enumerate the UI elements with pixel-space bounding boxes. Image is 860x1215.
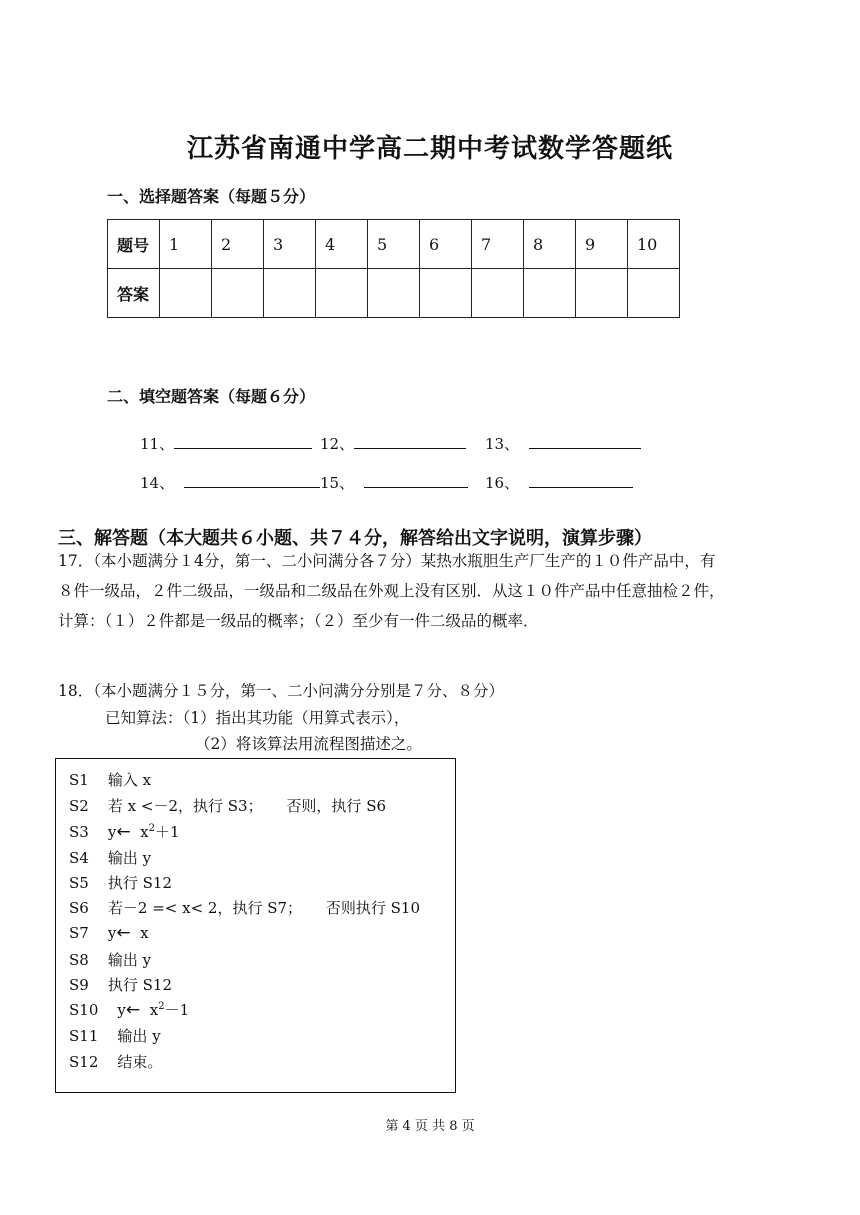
question-17 [58,546,798,636]
fill-item-14 [140,472,320,493]
question-18-line-2: （2）将该算法用流程图描述之。 [195,735,422,753]
algo-step-s5: S5 执行 S12 [69,874,173,892]
answer-cell[interactable] [212,269,264,318]
fill-item-15 [320,472,468,493]
question-18-line-1: 已知算法：（1）指出其功能（用算式表示）， [105,709,410,727]
algo-step-s6: S6 若－2 =< x< 2，执行 S7； 否则执行 S10 [69,899,421,917]
assign-arrow-icon: ← [116,822,131,842]
answer-cell[interactable] [524,269,576,318]
question-number: 10 [628,220,680,269]
question-17-line: ８件一级品，２件二级品，一级品和二级品在外观上没有区别．从这１０件产品中任意抽检２件， [58,582,725,600]
fill-blank[interactable] [354,434,466,449]
question-17-line: 计算：（１）２件都是一级品的概率；（２）至少有一件二级品的概率． [58,612,539,630]
answer-cell[interactable] [160,269,212,318]
page-footer: 第 4 页 共 8 页 [385,1119,475,1134]
answer-cell[interactable] [576,269,628,318]
algo-step-s2: S2 若 x <－2，执行 S3； 否则，执行 S6 [69,797,387,815]
question-number: 5 [368,220,420,269]
fill-number: 16、 [485,474,520,492]
fill-item-11 [140,433,312,454]
algo-s10-expr: x [149,1001,159,1019]
algo-s7-expr: x [140,924,149,942]
algo-step-s4: S4 输出 y [69,849,152,867]
answer-cell[interactable] [316,269,368,318]
question-number: 9 [576,220,628,269]
question-number: 4 [316,220,368,269]
page-title: 江苏省南通中学高二期中考试数学答题纸 [186,134,673,164]
algo-s3-label: S3 y [69,823,117,841]
question-18-header: 18．（本小题满分１５分，第一、二小问满分分别是７分、８分） [58,682,504,700]
fill-item-13 [485,433,641,454]
question-number: 2 [212,220,264,269]
algo-s7-label: S7 y [69,924,117,942]
fill-blank[interactable] [529,434,641,449]
question-number: 6 [420,220,472,269]
algo-s3-exponent: 2 [148,823,156,834]
fill-number: 11、 [140,435,175,453]
fill-item-12 [320,433,466,454]
algo-step-s1: S1 输入 x [69,771,152,789]
fill-number: 15、 [320,474,355,492]
fill-blank[interactable] [174,434,312,449]
fill-blank[interactable] [184,473,320,488]
algo-s10-label: S10 y [69,1001,126,1019]
fill-number: 13、 [485,435,520,453]
answer-cell[interactable] [368,269,420,318]
answer-cell[interactable] [264,269,316,318]
fill-item-16 [485,472,633,493]
answer-cell[interactable] [628,269,680,318]
algo-s3-tail: ＋1 [155,823,180,841]
question-number: 1 [160,220,212,269]
fill-blank[interactable] [529,473,633,488]
algo-step-s7 [69,923,149,943]
question-number: 3 [264,220,316,269]
table-row-numbers [108,220,680,269]
algo-step-s11: S11 输出 y [69,1027,161,1045]
choice-answer-table [107,219,680,318]
question-number: 8 [524,220,576,269]
answer-cell[interactable] [420,269,472,318]
row-label-answer: 答案 [108,269,160,318]
fill-number: 12、 [320,435,355,453]
algo-step-s9: S9 执行 S12 [69,976,173,994]
section1-heading: 一、选择题答案（每题５分） [107,187,316,206]
algo-step-s10 [69,999,189,1020]
answer-cell[interactable] [472,269,524,318]
section2-heading: 二、填空题答案（每题６分） [107,387,316,406]
table-row-answers [108,269,680,318]
algo-step-s8: S8 输出 y [69,951,152,969]
algo-s10-tail: －1 [164,1001,190,1019]
algo-s10-exponent: 2 [158,1001,165,1012]
section3-heading: 三、解答题（本大题共６小题、共７４分，解答给出文字说明，演算步骤） [58,528,652,549]
row-label-number: 题号 [108,220,160,269]
question-number: 7 [472,220,524,269]
fill-blank[interactable] [364,473,468,488]
algorithm-box [55,758,456,1093]
fill-number: 14、 [140,474,175,492]
algo-s3-expr: x [140,823,149,841]
algo-step-s12: S12 结束。 [69,1053,163,1071]
assign-arrow-icon: ← [116,923,131,943]
assign-arrow-icon: ← [125,1000,141,1020]
question-17-line: 17．（本小题满分１4分，第一、二小问满分各７分）某热水瓶胆生产厂生产的１０件产品中，有 [58,552,716,570]
algo-step-s3 [69,821,180,842]
